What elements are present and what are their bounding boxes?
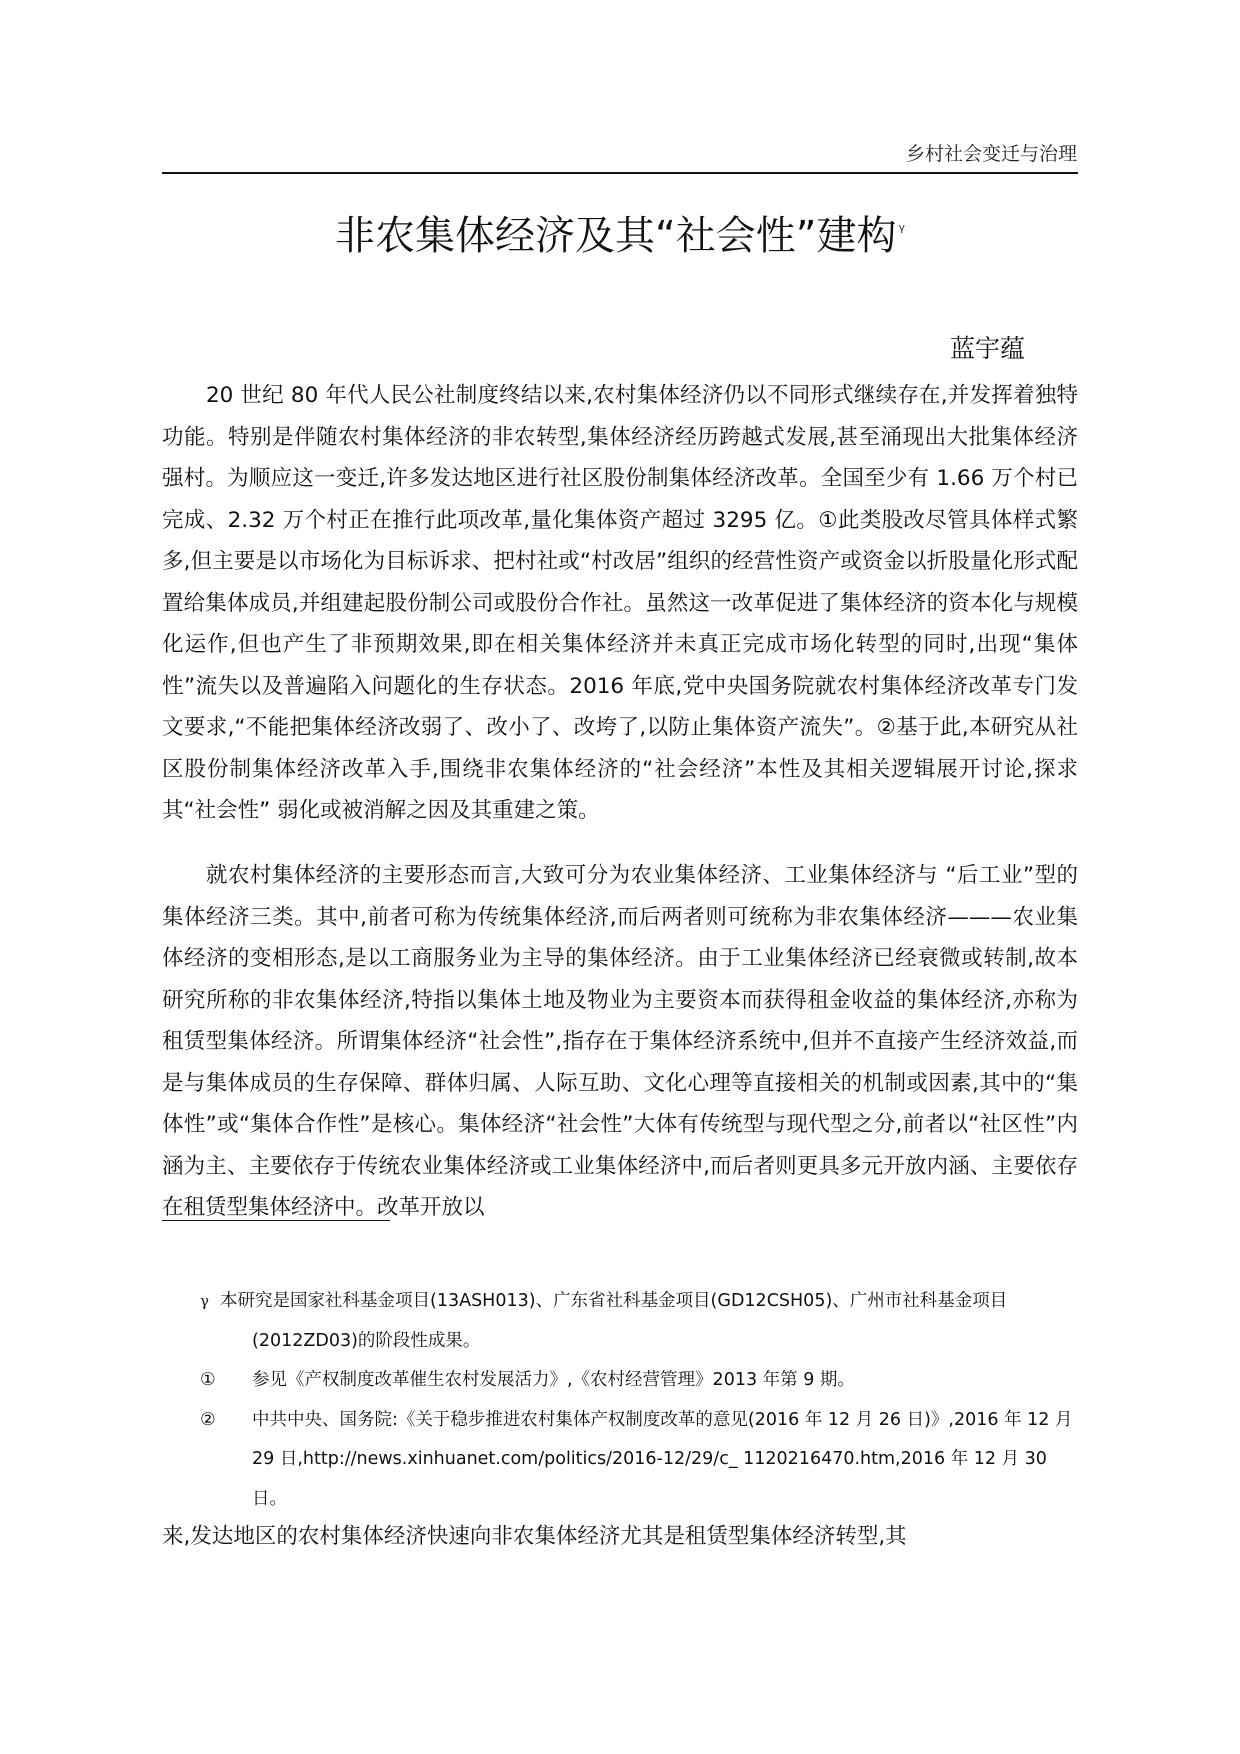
footnote-text: 参见《产权制度改革催生农村发展活力》,《农村经营管理》2013 年第 9 期。 — [252, 1370, 855, 1390]
title-text: 非农集体经济及其“社会性”建构 — [335, 213, 897, 259]
footnote-mark: ① — [200, 1370, 216, 1390]
footnote-1 — [200, 1361, 1080, 1401]
footnote-separator — [162, 1220, 390, 1221]
body-paragraph-1 — [162, 375, 1078, 832]
author-name: 蓝宇蕴 — [950, 334, 1026, 363]
footnote-line: (2012ZD03)的阶段性成果。 — [252, 1330, 481, 1351]
running-head: 乡村社会变迁与治理 — [905, 143, 1077, 165]
body-paragraph-2 — [162, 855, 1078, 1229]
footnote-line: 本研究是国家社科基金项目(13ASH013)、广东省社科基金项目(GD12CSH05)、广州市社科基金项目 — [220, 1291, 1008, 1311]
title-footnote-mark[interactable]: γ — [898, 221, 905, 234]
footnote-text — [220, 1282, 1080, 1361]
article-title — [162, 200, 1078, 264]
body-continuation: 来,发达地区的农村集体经济快速向非农集体经济尤其是租赁型集体经济转型,其 — [162, 1524, 907, 1549]
paragraph-text: 就农村集体经济的主要形态而言,大致可分为农业集体经济、工业集体经济与 “后工业”型的集体经济三类。其中,前者可称为传统集体经济,而后两者则可统称为非农集体经济———农业集体经济的变相形态,是以工商服务业为主导的集体经济。由于工业集体经济已经衰微或转制,故本研究所称的非农集体经济,特指以集体土地及物业为主要资本而获得租金收益的集体经济,亦称为租赁型集体经济。所谓集体经济“社会性”,指存在于集体经济系统中,但并不直接产生经济效益,而是与集体成员的生存保障、群体归属、人际互助、文化心理等直接相关的机制或因素,其中的“集体性”或“集体合作性”是核心。集体经济“社会性”大体有传统型与现代型之分,前者以“社区性”内涵为主、主要依存于传统农业集体经济或工业集体经济中,而后者则更具多元开放内涵、主要依存在租赁型集体经济中。改革开放以 — [162, 863, 1078, 1220]
footnote-mark: γ — [200, 1292, 209, 1310]
paragraph-text: 20 世纪 80 年代人民公社制度终结以来,农村集体经济仍以不同形式继续存在,并发挥着独特功能。特别是伴随农村集体经济的非农转型,集体经济经历跨越式发展,甚至涌现出大批集体经济强村。为顺应这一变迁,许多发达地区进行社区股份制集体经济改革。全国至少有 1.66 万个村已完成、2.32 万个村正在推行此项改革,量化集体资产超过 3295 亿。①此类股改尽管具体样式繁多,但主要是以市场化为目标诉求、把村社或“村改居”组织的经营性资产或资金以折股量化形式配置给集体成员,并组建起股份制公司或股份合作社。虽然这一改革促进了集体经济的资本化与规模化运作,但也产生了非预期效果,即在相关集体经济并未真正完成市场化转型的同时,出现“集体性”流失以及普遍陷入问题化的生存状态。2016 年底,党中央国务院就农村集体经济改革专门发文要求,“不能把集体经济改弱了、改小了、改垮了,以防止集体资产流失”。②基于此,本研究从社区股份制集体经济改革入手,围绕非农集体经济的“社会经济”本性及其相关逻辑展开讨论,探求其“社会性” 弱化或被消解之因及其重建之策。 — [162, 383, 1078, 823]
footnote-mark: ② — [200, 1409, 216, 1430]
footnote-funding — [200, 1282, 1080, 1361]
footnote-2 — [200, 1401, 1080, 1520]
footnote-text: 中共中央、国务院:《关于稳步推进农村集体产权制度改革的意见(2016 年 12 月 26 日)》,2016 年 12 月 29 日,http://news.xinhuanet.com/politics/2016-12/29/c_ 1120216470.htm,2016 年 12 月 30 日。 — [252, 1409, 1073, 1509]
footnotes — [200, 1282, 1080, 1519]
header-rule — [162, 172, 1078, 174]
